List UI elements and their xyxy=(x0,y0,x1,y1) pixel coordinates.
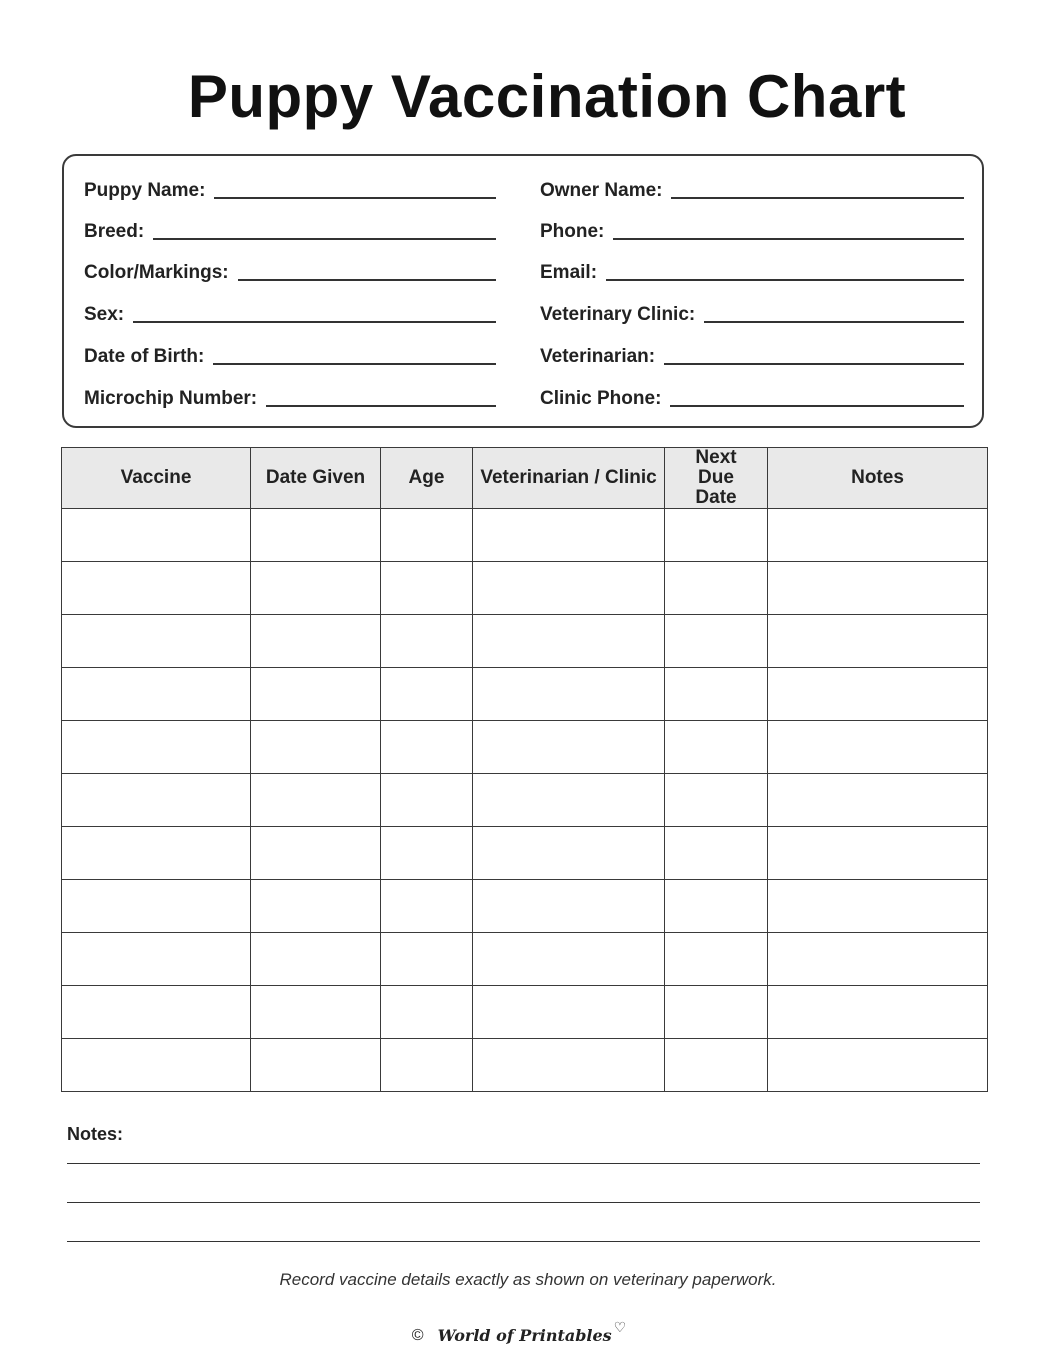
header-notes: Notes xyxy=(768,448,988,509)
table-cell[interactable] xyxy=(665,1039,768,1092)
sex-line[interactable] xyxy=(133,321,496,323)
date-of-birth-field[interactable] xyxy=(84,338,496,368)
table-cell[interactable] xyxy=(768,562,988,615)
table-cell[interactable] xyxy=(251,509,381,562)
table-cell[interactable] xyxy=(251,721,381,774)
table-cell[interactable] xyxy=(473,774,665,827)
microchip-number-label: Microchip Number: xyxy=(84,388,258,409)
notes-label: Notes: xyxy=(67,1124,124,1144)
heart-icon: ♡ xyxy=(613,1319,627,1335)
table-cell[interactable] xyxy=(473,668,665,721)
table-cell[interactable] xyxy=(665,721,768,774)
table-cell[interactable] xyxy=(62,827,251,880)
breed-line[interactable] xyxy=(153,238,496,240)
table-cell[interactable] xyxy=(251,562,381,615)
table-cell[interactable] xyxy=(62,562,251,615)
table-cell[interactable] xyxy=(381,721,473,774)
table-cell[interactable] xyxy=(381,668,473,721)
table-cell[interactable] xyxy=(665,986,768,1039)
table-cell[interactable] xyxy=(473,615,665,668)
notes-line[interactable] xyxy=(67,1241,980,1242)
vaccination-table xyxy=(61,447,988,1092)
clinic-phone-field[interactable] xyxy=(540,380,964,410)
table-cell[interactable] xyxy=(381,774,473,827)
table-cell[interactable] xyxy=(473,1039,665,1092)
table-row xyxy=(62,880,988,933)
table-cell[interactable] xyxy=(473,986,665,1039)
table-cell[interactable] xyxy=(473,880,665,933)
table-cell[interactable] xyxy=(665,827,768,880)
table-row xyxy=(62,774,988,827)
veterinarian-field[interactable] xyxy=(540,338,964,368)
sex-field[interactable] xyxy=(84,296,496,326)
table-cell[interactable] xyxy=(768,1039,988,1092)
microchip-number-line[interactable] xyxy=(266,405,496,407)
notes-line[interactable] xyxy=(67,1202,980,1203)
veterinarian-line[interactable] xyxy=(664,363,964,365)
table-cell[interactable] xyxy=(62,1039,251,1092)
table-cell[interactable] xyxy=(473,721,665,774)
table-cell[interactable] xyxy=(768,509,988,562)
table-cell[interactable] xyxy=(251,1039,381,1092)
table-cell[interactable] xyxy=(665,774,768,827)
footer-instruction: Record vaccine details exactly as shown on veterinary paperwork. xyxy=(279,1270,777,1289)
table-row xyxy=(62,668,988,721)
table-row xyxy=(62,1039,988,1092)
email-label: Email: xyxy=(540,262,598,283)
table-cell[interactable] xyxy=(251,615,381,668)
table-cell[interactable] xyxy=(251,668,381,721)
phone-field[interactable] xyxy=(540,213,964,243)
header-veterinarian-clinic: Veterinarian / Clinic xyxy=(473,448,665,509)
copyright-symbol: © xyxy=(411,1326,424,1344)
page-title: Puppy Vaccination Chart xyxy=(187,63,907,130)
table-cell[interactable] xyxy=(665,933,768,986)
date-of-birth-label: Date of Birth: xyxy=(84,346,205,367)
notes-line[interactable] xyxy=(67,1163,980,1164)
table-cell[interactable] xyxy=(768,880,988,933)
table-cell[interactable] xyxy=(62,986,251,1039)
table-cell[interactable] xyxy=(665,615,768,668)
owner-name-label: Owner Name: xyxy=(540,180,663,201)
table-cell[interactable] xyxy=(381,562,473,615)
table-row xyxy=(62,721,988,774)
header-next-due-date: Next Due Date xyxy=(665,448,768,509)
header-vaccine: Vaccine xyxy=(62,448,251,509)
table-cell[interactable] xyxy=(251,986,381,1039)
table-cell[interactable] xyxy=(381,986,473,1039)
table-cell[interactable] xyxy=(473,933,665,986)
clinic-phone-label: Clinic Phone: xyxy=(540,388,662,409)
veterinarian-label: Veterinarian: xyxy=(540,346,656,367)
table-cell[interactable] xyxy=(381,880,473,933)
table-cell[interactable] xyxy=(381,1039,473,1092)
table-cell[interactable] xyxy=(665,880,768,933)
table-cell[interactable] xyxy=(768,827,988,880)
brand-logo xyxy=(0,1319,1050,1345)
email-field[interactable] xyxy=(540,254,964,284)
table-cell[interactable] xyxy=(768,986,988,1039)
phone-label: Phone: xyxy=(540,221,605,242)
table-cell[interactable] xyxy=(768,668,988,721)
veterinary-clinic-field[interactable] xyxy=(540,296,964,326)
sex-label: Sex: xyxy=(84,304,125,325)
clinic-phone-line[interactable] xyxy=(670,405,964,407)
table-cell[interactable] xyxy=(473,827,665,880)
table-cell[interactable] xyxy=(665,562,768,615)
owner-name-field[interactable] xyxy=(540,172,964,202)
owner-info-box xyxy=(62,154,984,428)
table-cell[interactable] xyxy=(665,668,768,721)
date-of-birth-line[interactable] xyxy=(213,363,496,365)
table-cell[interactable] xyxy=(473,509,665,562)
table-row xyxy=(62,933,988,986)
brand-name: World of Printables xyxy=(437,1326,612,1345)
table-row xyxy=(62,509,988,562)
table-cell[interactable] xyxy=(381,615,473,668)
puppy-name-line[interactable] xyxy=(214,197,496,199)
puppy-name-label: Puppy Name: xyxy=(84,180,206,201)
table-cell[interactable] xyxy=(62,668,251,721)
table-cell[interactable] xyxy=(473,562,665,615)
microchip-number-field[interactable] xyxy=(84,380,496,410)
table-cell[interactable] xyxy=(251,827,381,880)
color-markings-field[interactable] xyxy=(84,254,496,284)
table-cell[interactable] xyxy=(62,721,251,774)
table-row xyxy=(62,827,988,880)
table-cell[interactable] xyxy=(62,509,251,562)
table-cell[interactable] xyxy=(62,880,251,933)
table-cell[interactable] xyxy=(665,509,768,562)
color-markings-line[interactable] xyxy=(238,279,496,281)
color-markings-label: Color/Markings: xyxy=(84,262,229,283)
table-cell[interactable] xyxy=(768,721,988,774)
email-line[interactable] xyxy=(606,279,964,281)
table-body xyxy=(62,509,988,1092)
table-cell[interactable] xyxy=(251,774,381,827)
table-cell[interactable] xyxy=(381,933,473,986)
header-date-given: Date Given xyxy=(251,448,381,509)
phone-line[interactable] xyxy=(613,238,964,240)
table-cell[interactable] xyxy=(62,615,251,668)
table-row xyxy=(62,562,988,615)
table-row xyxy=(62,986,988,1039)
header-age: Age xyxy=(381,448,473,509)
table-cell[interactable] xyxy=(62,774,251,827)
breed-field[interactable] xyxy=(84,213,496,243)
table-cell[interactable] xyxy=(768,774,988,827)
veterinary-clinic-line[interactable] xyxy=(704,321,964,323)
breed-label: Breed: xyxy=(84,221,145,242)
table-header-row xyxy=(62,448,988,509)
table-row xyxy=(62,615,988,668)
table-cell[interactable] xyxy=(381,509,473,562)
table-cell[interactable] xyxy=(62,933,251,986)
table-cell[interactable] xyxy=(768,615,988,668)
table-cell[interactable] xyxy=(251,880,381,933)
table-cell[interactable] xyxy=(251,933,381,986)
table-cell[interactable] xyxy=(768,933,988,986)
puppy-name-field[interactable] xyxy=(84,172,496,202)
owner-name-line[interactable] xyxy=(671,197,964,199)
table-cell[interactable] xyxy=(381,827,473,880)
veterinary-clinic-label: Veterinary Clinic: xyxy=(540,304,696,325)
